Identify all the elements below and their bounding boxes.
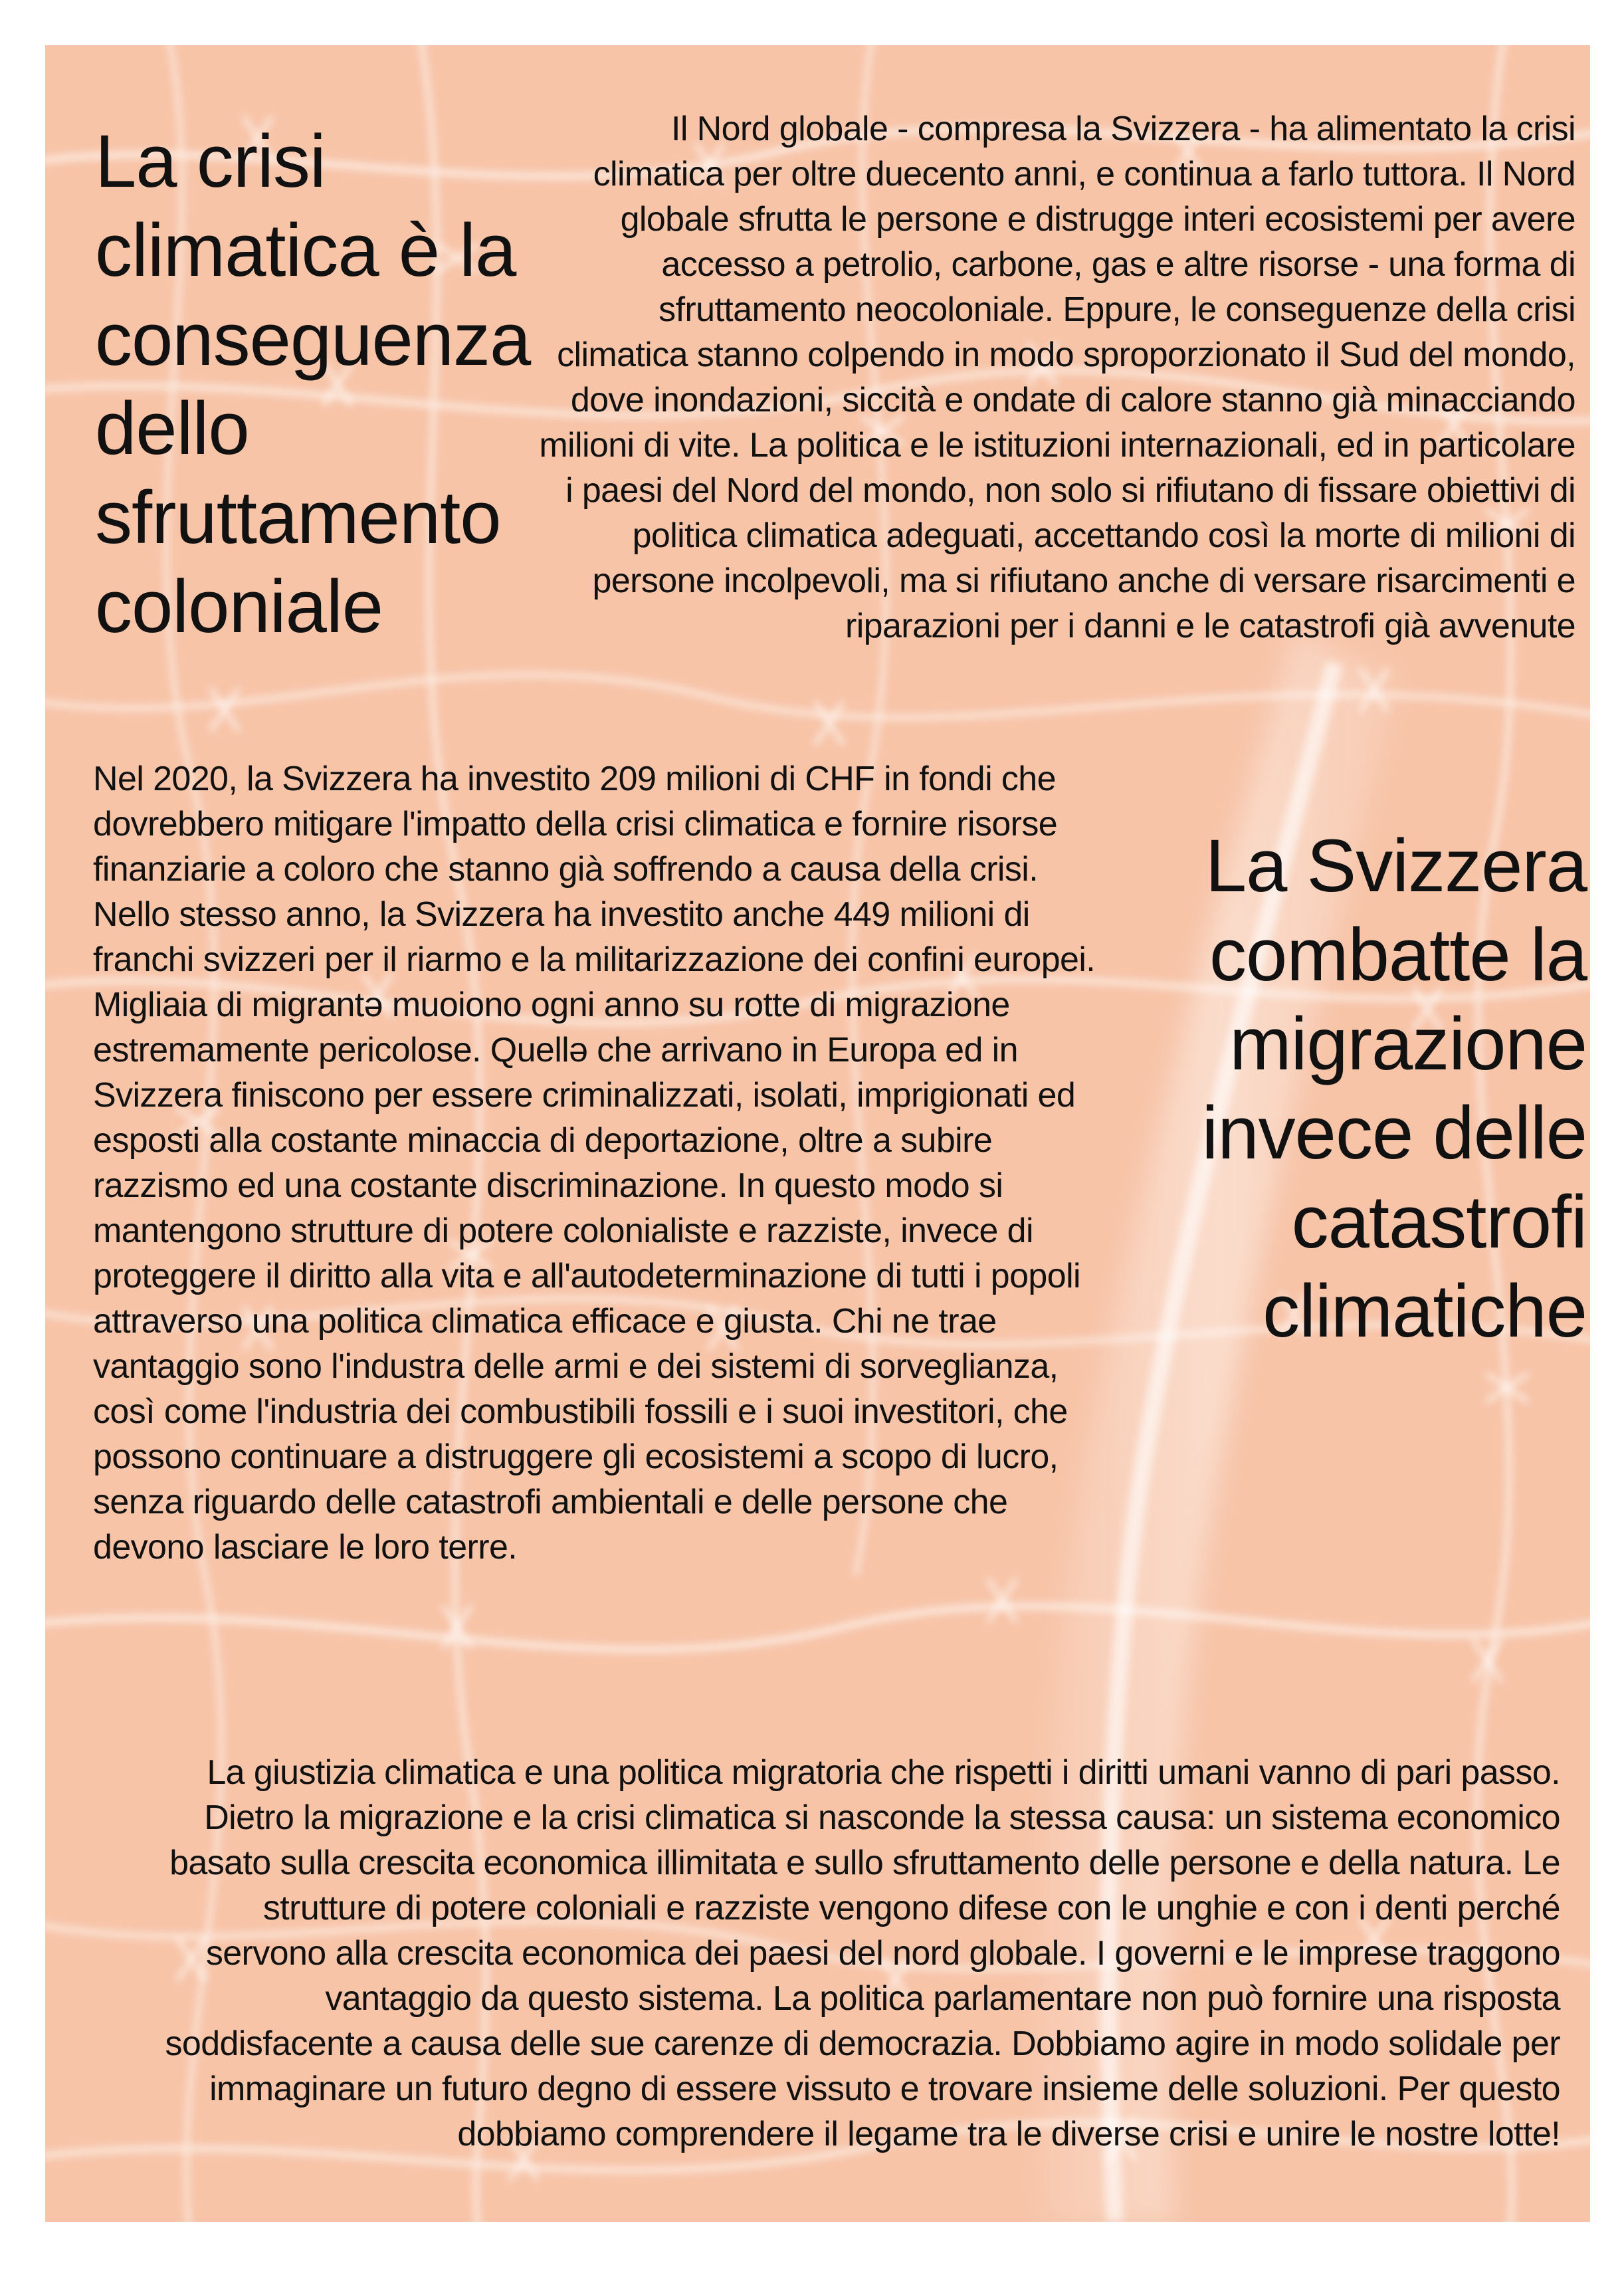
poster-panel [45,45,1590,2222]
paragraph-climate-justice: La giustizia climatica e una politica migratoria che rispetti i diritti umani vanno di pari passo. Dietro la migrazione e la crisi climatica si nasconde la stessa causa: un sistema economico basato sulla crescita economica illimitata e sullo sfruttamento delle persone e della natura. Le strutture di potere coloniali e razziste vengono difese con le unghie e con i denti perché servono alla crescita economica dei paesi del nord globale. I governi e le imprese traggono vantaggio da questo sistema. La politica parlamentare non può fornire una risposta soddisfacente a causa delle sue carenze di democrazia. Dobbiamo agire in modo solidale per immaginare un futuro degno di essere vissuto e trovare insieme delle soluzioni. Per questo dobbiamo comprendere il legame tra le diverse crisi e unire le nostre lotte! [165,1753,1560,2153]
heading-switzerland-migration: La Svizzera combatte la migrazione invece delle catastrofi climatiche [1201,824,1587,1353]
paragraph-swiss-investments: Nel 2020, la Svizzera ha investito 209 milioni di CHF in fondi che dovrebbero mitigare l'impatto della crisi climatica e fornire risorse finanziarie a coloro che stanno già soffrendo a causa della crisi. Nello stesso anno, la Svizzera ha investito anche 449 milioni di franchi svizzeri per il riarmo e la militarizzazione dei confini europei. Migliaia di migrantə muoiono ogni anno su rotte di migrazione estremamente pericolose. Quellə che arrivano in Europa ed in Svizzera finiscono per essere criminalizzati, isolati, imprigionati ed esposti alla costante minaccia di deportazione, oltre a subire razzismo ed una costante discriminazione. In questo modo si mantengono strutture di potere colonialiste e razziste, invece di proteggere il diritto alla vita e all'autodeterminazione di tutti i popoli attraverso una politica climatica efficace e giusta. Chi ne trae vantaggio sono l'industra delle armi e dei sistemi di sorveglianza, così come l'industria dei combustibili fossili e i suoi investitori, che possono continuare a distruggere gli ecosistemi a scopo di lucro, senza riguardo delle catastrofi ambientali e delle persone che devono lasciare le loro terre. [93,760,1096,1567]
paragraph-global-north: Il Nord globale - compresa la Svizzera - ha alimentato la crisi climatica per oltre duecento anni, e continua a farlo tuttora. Il Nord globale sfrutta le persone e distrugge interi ecosistemi per avere accesso a petrolio, carbone, gas e altre risorse - una forma di sfruttamento neocoloniale. Eppure, le conseguenze della crisi climatica stanno colpendo in modo sproporzionato il Sud del mondo, dove inondazioni, siccità e ondate di calore stanno già minacciando milioni di vite. La politica e le istituzioni internazionali, ed in particolare i paesi del Nord del mondo, non solo si rifiutano di fissare obiettivi di politica climatica adeguati, accettando così la morte di milioni di persone incolpevoli, ma si rifiutano anche di versare risarcimenti e riparazioni per i danni e le catastrofi già avvenute [539,110,1575,645]
heading-colonial-exploitation: La crisi climatica è la conseguenza dello sfruttamento coloniale [95,120,531,648]
